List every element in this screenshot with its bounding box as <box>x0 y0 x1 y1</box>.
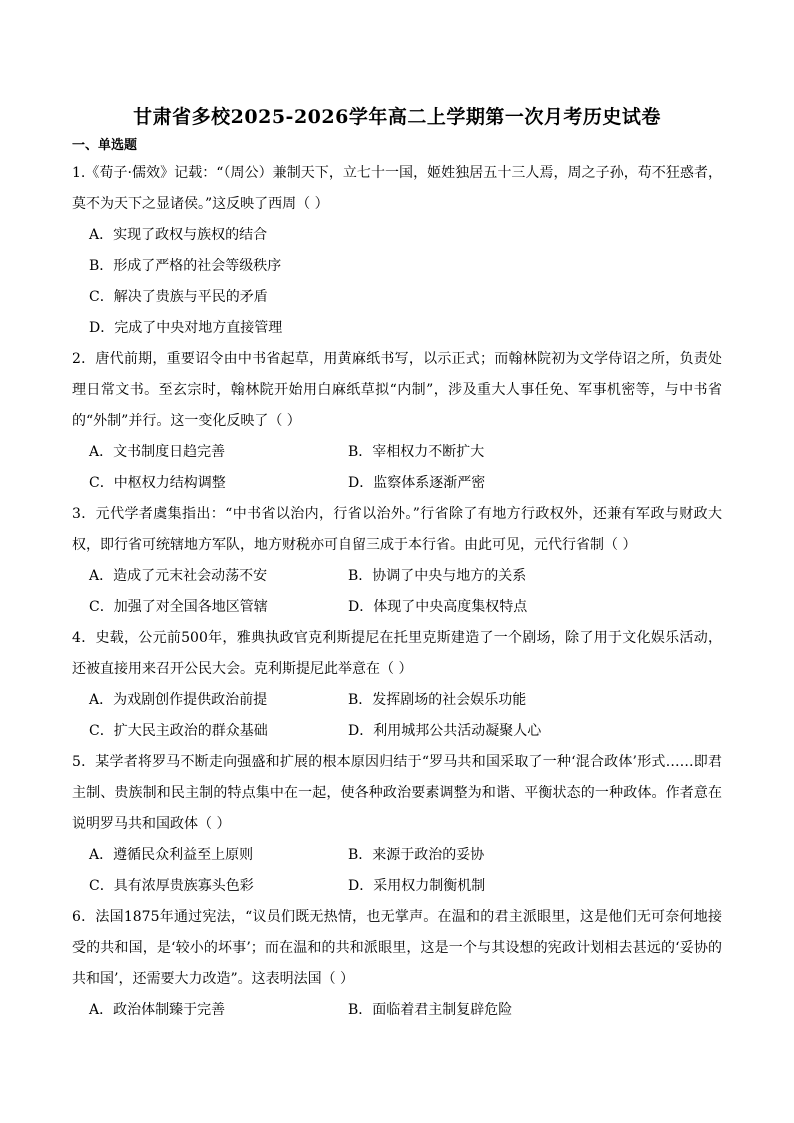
option-row <box>89 561 722 592</box>
option-a: A．遵循民众利益至上原则 <box>89 847 254 863</box>
option-d: D．监察体系逐渐严密 <box>348 475 486 491</box>
option-row <box>89 716 722 747</box>
option-d: D．利用城邦公共活动凝聚人心 <box>348 723 542 739</box>
option-b: B．面临着君主制复辟危险 <box>348 1002 513 1018</box>
section-heading: 一、单选题 <box>72 138 138 153</box>
option-c: C．中枢权力结构调整 <box>89 475 226 491</box>
option-b: B．发挥剧场的社会娱乐功能 <box>348 692 527 708</box>
option-a: A．实现了政权与族权的结合 <box>89 227 268 243</box>
option-c: C．扩大民主政治的群众基础 <box>89 723 268 739</box>
exam-title: 甘肃省多校2025-2026学年高二上学期第一次月考历史试卷 <box>133 106 661 128</box>
option-row <box>89 437 722 468</box>
option-d: D．采用权力制衡机制 <box>348 878 486 894</box>
options <box>72 437 722 499</box>
option-c: C．具有浓厚贵族寡头色彩 <box>89 878 254 894</box>
option-row <box>89 995 722 1026</box>
question-6 <box>72 902 722 1026</box>
option-a: A．造成了元末社会动荡不安 <box>89 568 268 584</box>
question-stem: 2．唐代前期，重要诏令由中书省起草，用黄麻纸书写，以示正式；而翰林院初为文学侍诏之所，负责处理日常文书。至玄宗时，翰林院开始用白麻纸草拟“内制”，涉及重大人事任免、军事机密等，与中书省的“外制”并行。这一变化反映了（ ） <box>72 351 722 429</box>
option-d: D．完成了中央对地方直接管理 <box>89 320 283 336</box>
option-row <box>89 840 722 871</box>
question-3 <box>72 499 722 623</box>
option-row <box>89 685 722 716</box>
option-b: B．协调了中央与地方的关系 <box>348 568 527 584</box>
question-stem: 4．史载，公元前500年，雅典执政官克利斯提尼在托里克斯建造了一个剧场，除了用于文化娱乐活动，还被直接用来召开公民大会。克利斯提尼此举意在（ ） <box>72 630 722 677</box>
option-row <box>89 871 722 902</box>
option-a: A．政治体制臻于完善 <box>89 1002 226 1018</box>
option-b: B．宰相权力不断扩大 <box>348 444 485 460</box>
options <box>72 220 722 344</box>
options <box>72 995 722 1026</box>
option-c: C．解决了贵族与平民的矛盾 <box>89 289 268 305</box>
options <box>72 840 722 902</box>
options <box>72 561 722 623</box>
question-4 <box>72 623 722 747</box>
question-1 <box>72 158 722 344</box>
question-stem: 6．法国1875年通过宪法，“议员们既无热情，也无掌声。在温和的君主派眼里，这是他们无可奈何地接受的共和国，是‘较小的坏事’；而在温和的共和派眼里，这是一个与其设想的宪政计划相去甚远的‘妥协的共和国’，还需要大力改造”。这表明法国（ ） <box>72 909 722 987</box>
option-row <box>89 468 722 499</box>
option-a: A．文书制度日趋完善 <box>89 444 226 460</box>
option-b: B．形成了严格的社会等级秩序 <box>89 258 282 274</box>
options <box>72 685 722 747</box>
option-a: A．为戏剧创作提供政治前提 <box>89 692 268 708</box>
question-stem: 5．某学者将罗马不断走向强盛和扩展的根本原因归结于“罗马共和国采取了一种‘混合政体’形式……即君主制、贵族制和民主制的特点集中在一起，使各种政治要素调整为和谐、平衡状态的一种政体。作者意在说明罗马共和国政体（ ） <box>72 754 722 832</box>
question-stem: 3．元代学者虞集指出：“中书省以治内，行省以治外。”行省除了有地方行政权外，还兼有军政与财政大权，即行省可统辖地方军队，地方财税亦可自留三成于本行省。由此可见，元代行省制（ ） <box>72 506 722 553</box>
question-stem: 1.《荀子·儒效》记载：“（周公）兼制天下，立七十一国，姬姓独居五十三人焉，周之子孙，苟不狂惑者，莫不为天下之显诸侯。”这反映了西周（ ） <box>72 165 722 212</box>
option-row <box>89 592 722 623</box>
question-5 <box>72 747 722 902</box>
question-2 <box>72 344 722 499</box>
option-b: B．来源于政治的妥协 <box>348 847 485 863</box>
option-d: D．体现了中央高度集权特点 <box>348 599 528 615</box>
option-c: C．加强了对全国各地区管辖 <box>89 599 268 615</box>
